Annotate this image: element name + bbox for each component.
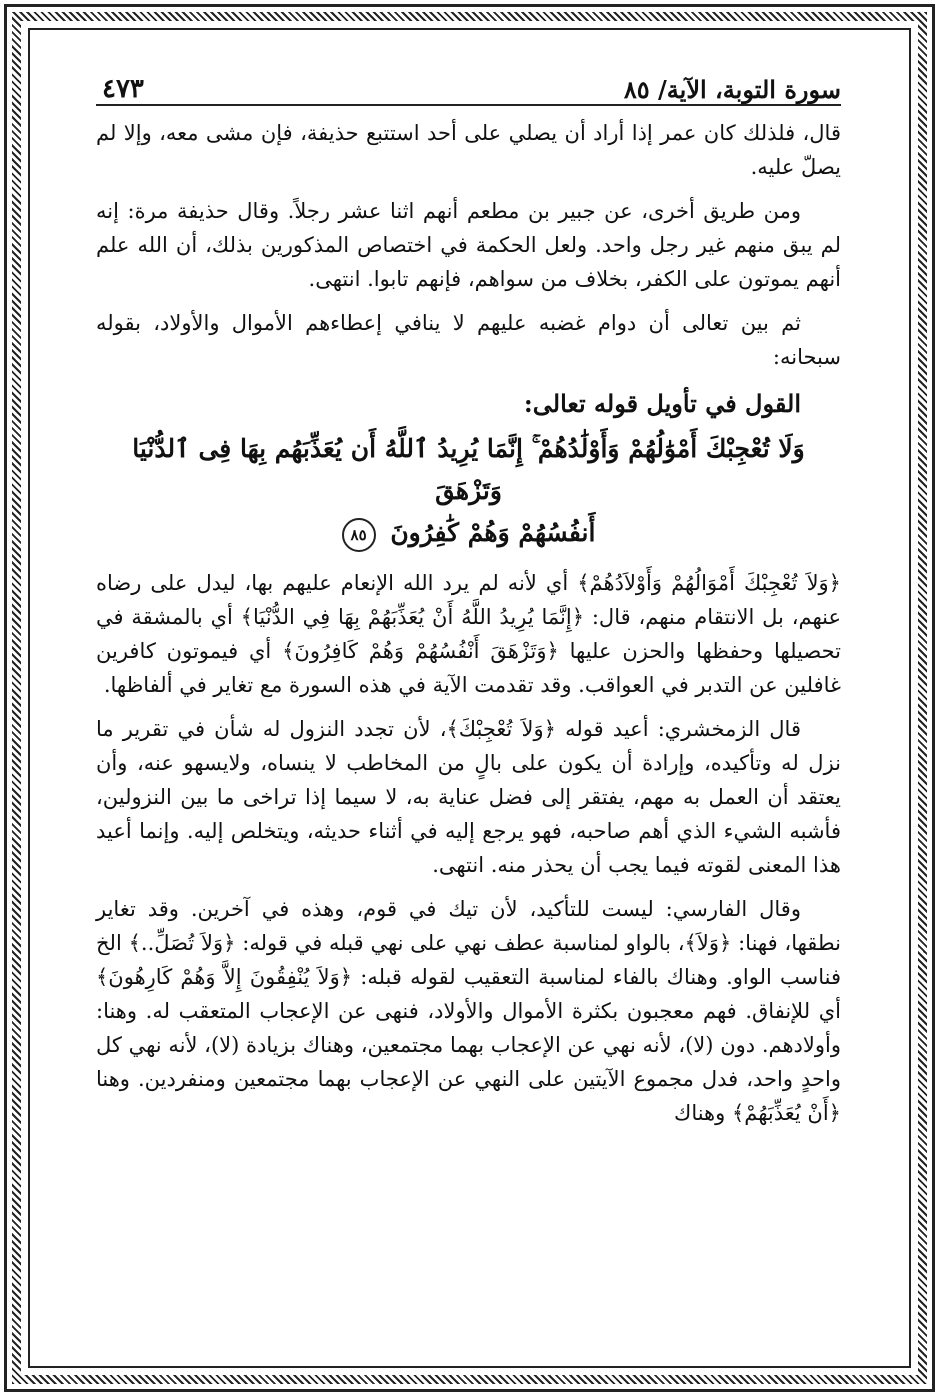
page-content <box>96 106 841 1130</box>
header-title: سورة التوبة، الآية/ ٨٥ <box>623 75 841 104</box>
paragraph-1: قال، فلذلك كان عمر إذا أراد أن يصلي على أحد استتبع حذيفة، فإن مشى معه، وإلا لم يصلّ عليه. <box>96 121 841 179</box>
running-header <box>96 60 841 106</box>
book-page <box>96 60 841 1350</box>
ayah-number-marker: ٨٥ <box>342 518 376 552</box>
verse-line-1: وَلَا تُعْجِبْكَ أَمْوَٰلُهُمْ وَأَوْلَٰدُهُمْ ۚ إِنَّمَا يُرِيدُ ٱللَّهُ أَن يُعَذِّبَهُم بِهَا فِى ٱلدُّنْيَا وَتَزْهَقَ <box>132 434 805 505</box>
section-heading: القول في تأويل قوله تعالى: <box>523 389 801 418</box>
paragraph-3: ثم بين تعالى أن دوام غضبه عليهم لا ينافي إعطاءهم الأموال والأولاد، بقوله سبحانه: <box>96 311 841 369</box>
paragraph-4: ﴿وَلاَ تُعْجِبْكَ أَمْوَالُهُمْ وَأَوْلاَدُهُمْ﴾ أي لأنه لم يرد الله الإنعام عليهم بها، ليدل على رضاه عنهم، بل الانتقام منهم، قال: ﴿إِنَّمَا يُرِيدُ اللَّهُ أَنْ يُعَذِّبَهُمْ بِهَا فِي الدُّنْيَا﴾ أي بالمشقة في تحصيلها وحفظها والحزن عليها ﴿وَتَزْهَقَ أَنْفُسُهُمْ وَهُمْ كَافِرُونَ﴾ أي فيموتون كافرين غافلين عن التدبر في العواقب. وقد تقدمت الآية في هذه السورة مع تغاير في ألفاظها. <box>96 571 841 697</box>
page-number: ٤٧٣ <box>102 74 144 104</box>
quran-verse <box>96 428 841 554</box>
paragraph-5: قال الزمخشري: أعيد قوله ﴿وَلاَ تُعْجِبْكَ﴾، لأن تجدد النزول له شأن في تقرير ما نزل له وتأكيده، وإرادة أن يكون على بالٍ من المخاطب لا ينساه، ولايسهو عنه، وأن يعتقد أن العمل به مهم، يفتقر إلى فضل عناية به، لا سيما إذا تراخى ما بين النزولين، فأشبه الشيء الذي أهم صاحبه، فهو يرجع إليه في أثناء حديثه، ويتخلص إليه. وإنما أعيد هذا المعنى لقوته فيما يجب أن يحذر منه. انتهى. <box>96 717 841 877</box>
verse-line-2-text: أَنفُسُهُمْ وَهُمْ كَٰفِرُونَ <box>390 518 596 547</box>
paragraph-2: ومن طريق أخرى، عن جبير بن مطعم أنهم اثنا عشر رجلاً. وقال حذيفة مرة: إنه لم يبق منهم غير رجل واحد. ولعل الحكمة في اختصاص المذكورين بذلك، أن الله علم أنهم يموتون على الكفر، بخلاف من سواهم، فإنهم تابوا. انتهى. <box>96 199 841 291</box>
paragraph-6: وقال الفارسي: ليست للتأكيد، لأن تيك في قوم، وهذه في آخرين. وقد تغاير نطقها، فهنا: ﴿وَلاَ﴾، بالواو لمناسبة عطف نهي على نهي قبله في قوله: ﴿وَلاَ تُصَلِّ..﴾ الخ فناسب الواو. وهناك بالفاء لمناسبة التعقيب لقوله قبله: ﴿وَلاَ يُنْفِقُونَ إِلاَّ وَهُمْ كَارِهُونَ﴾ أي للإنفاق. فهم معجبون بكثرة الأموال والأولاد، فنهى عن الإعجاب المتعقب له. وهنا: وأولادهم. دون (لا)، لأنه نهي عن الإعجاب بهما مجتمعين، وهناك بزيادة (لا)، لأنه نهي كل واحدٍ واحد، فدل مجموع الآيتين على النهي عن الإعجاب بهما مجتمعين ومنفردين. وهنا ﴿أَنْ يُعَذِّبَهُمْ﴾ وهناك <box>96 897 841 1125</box>
verse-line-2 <box>96 512 841 554</box>
